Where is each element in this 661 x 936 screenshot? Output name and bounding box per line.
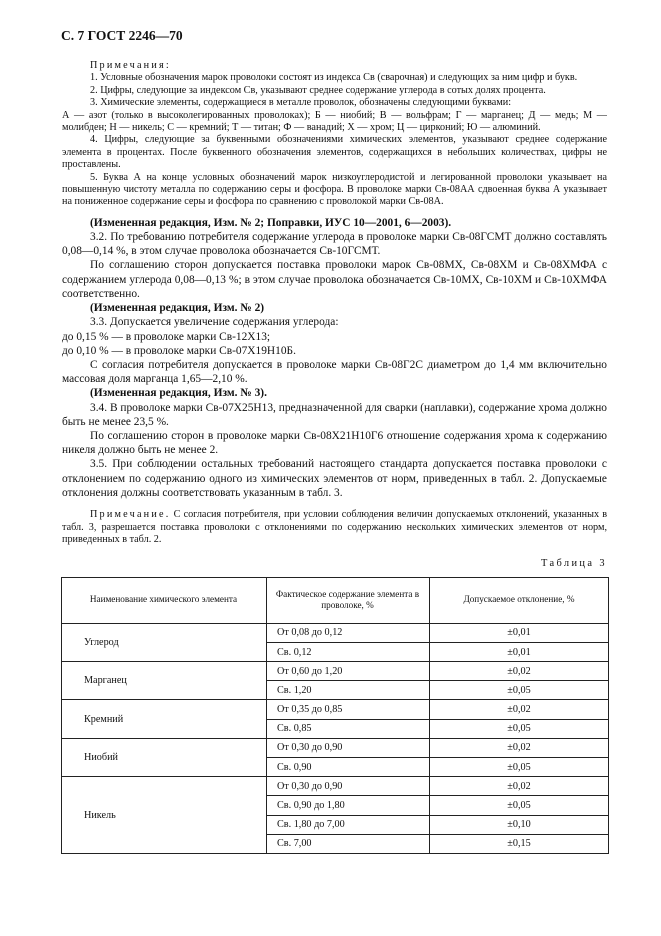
table-row [62,738,609,757]
table-note-text: С согласия потребителя, при условии соблюдения величин допускаемых отклонений, указанных в табл. 3, разрешается поставка проволоки с отклонениями по содержанию нескольких химических элементов от норм, приведенных в табл. 2. [62,508,608,546]
element-name: Марганец [62,662,267,700]
content-cell: Св. 0,85 [267,719,430,738]
content-cell: От 0,35 до 0,85 [267,700,430,719]
revision-note-1: (Измененная редакция, Изм. № 2; Поправки, ИУС 10—2001, 6—2003). [90,216,452,229]
deviation-cell: ±0,01 [430,642,609,661]
table-row [62,700,609,719]
content-cell: От 0,30 до 0,90 [267,777,430,796]
revision-note-3: (Измененная редакция, Изм. № 3). [90,387,267,400]
note-2: 2. Цифры, следующие за индексом Св, указывают среднее содержание углерода в сотых долях процента. [90,84,546,96]
note-4: 4. Цифры, следующие за буквенными обозначениями химических элементов, указывают среднее содержание элемента в процентах. После буквенного обозначения элементов, содержащихся в небольших количествах, цифры не проставлены. [62,134,607,171]
table-caption: Таблица 3 [540,557,607,569]
notes-title: Примечания: [90,60,171,71]
paragraph-3-3-b: до 0,10 % — в проволоке марки Св-07Х19Н10Б. [62,344,296,357]
deviation-cell: ±0,02 [430,738,609,757]
content-cell: От 0,60 до 1,20 [267,662,430,681]
element-name: Кремний [62,700,267,738]
header-deviation: Допускаемое отклонение, % [430,577,609,623]
header-element: Наименование химического элемента [62,577,267,623]
deviation-cell: ±0,15 [430,834,609,853]
deviation-cell: ±0,05 [430,681,609,700]
content-cell: От 0,08 до 0,12 [267,623,430,642]
paragraph-3-2: 3.2. По требованию потребителя содержание углерода в проволоке марки Св-08ГСМТ должно составлять 0,08—0,14 %, в этом случае проволока обозначается Св-10ГСМТ. [62,231,607,258]
table-note [62,509,607,547]
table-header-row [62,577,609,623]
content-cell: От 0,30 до 0,90 [267,738,430,757]
content-cell: Св. 1,80 до 7,00 [267,815,430,834]
deviation-cell: ±0,02 [430,777,609,796]
note-3-letters: А — азот (только в высоколегированных проволоках); Б — ниобий; В — вольфрам; Г — марганец; Д — медь; М — молибден; Н — никель; С — кремний; Т — титан; Ф — ванадий; Х — хром; Ц — цирконий; Ю — алюминий. [62,109,607,134]
main-text [62,216,607,547]
deviation-cell: ±0,01 [430,623,609,642]
table-row [62,777,609,796]
paragraph-3-4: 3.4. В проволоке марки Св-07Х25Н13, предназначенной для сварки (наплавки), содержание хрома должно быть не менее 23,5 %. [62,401,607,428]
notes-section [62,60,607,209]
paragraph-3-3-c: С согласия потребителя допускается в проволоке марки Св-08Г2С диаметром до 1,4 мм включительно массовая доля марганца 1,65—2,10 %. [62,358,607,386]
element-name: Никель [62,777,267,854]
deviation-cell: ±0,05 [430,758,609,777]
content-cell: Св. 1,20 [267,681,430,700]
content-cell: Св. 0,12 [267,642,430,661]
note-3: 3. Химические элементы, содержащиеся в металле проволок, обозначены следующими буквами: [90,97,512,109]
paragraph-3-3-a: до 0,15 % — в проволоке марки Св-12Х13; [62,330,271,343]
deviation-cell: ±0,10 [430,815,609,834]
revision-note-2: (Измененная редакция, Изм. № 2) [90,302,265,315]
element-name: Углерод [62,623,267,661]
note-5: 5. Буква А на конце условных обозначений марок низкоуглеродистой и легированной проволоки указывает на повышенную чистоту металла по содержанию серы и фосфора. В проволоке марки Св-08АА сдвоенная буква А указывает на пониженное содержание серы и фосфора по сравнению с проволокой марки Св-08А. [62,171,607,208]
paragraph-3-3: 3.3. Допускается увеличение содержания углерода: [90,316,339,329]
table-note-label: Примечание. [90,508,171,520]
paragraph-3-4-b: По соглашению сторон в проволоке марки Св-08Х21Н10Г6 отношение содержания хрома к содержанию никеля должно быть не менее 2. [62,429,607,457]
note-1: 1. Условные обозначения марок проволоки состоят из индекса Св (сварочная) и следующих за ним цифр и букв. [90,72,578,84]
table-row [62,623,609,642]
document-page [62,28,607,854]
paragraph-3-2-b: По соглашению сторон допускается поставка проволоки марок Св-08МХ, Св-08ХМ и Св-08ХМФА с содержанием углерода 0,08—0,13 %; в этом случае проволока обозначается Св-10МХ, Св-10ХМ и Св-10ХМФА соответственно. [62,259,607,300]
page-header: С. 7 ГОСТ 2246—70 [61,28,183,43]
deviation-cell: ±0,05 [430,719,609,738]
content-cell: Св. 0,90 до 1,80 [267,796,430,815]
deviation-table [61,577,609,854]
deviation-cell: ±0,02 [430,662,609,681]
paragraph-3-5: 3.5. При соблюдении остальных требований настоящего стандарта допускается поставка проволоки с отклонением по содержанию одного из химических элементов от норм, приведенных в табл. 2. Допускаемые отклонения должны соответствовать указанным в табл. 3. [62,458,607,499]
content-cell: Св. 0,90 [267,758,430,777]
deviation-cell: ±0,02 [430,700,609,719]
element-name: Ниобий [62,738,267,776]
header-content: Фактическое содержание элемента в проволоке, % [267,577,430,623]
table-row [62,662,609,681]
content-cell: Св. 7,00 [267,834,430,853]
deviation-cell: ±0,05 [430,796,609,815]
